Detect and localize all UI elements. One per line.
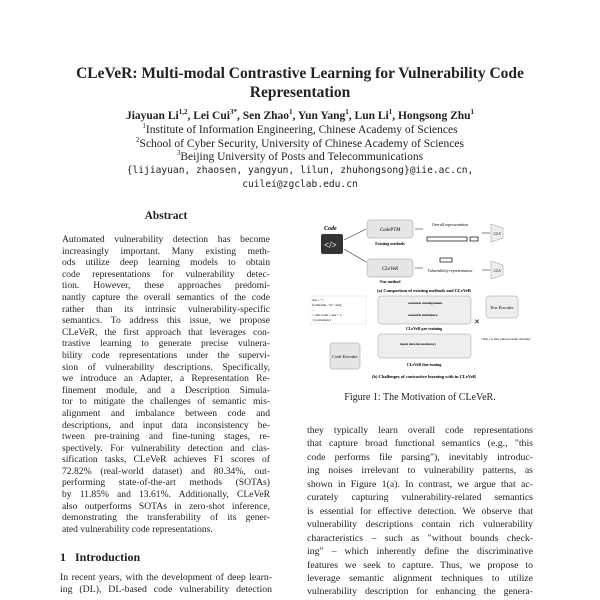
cls-label: CLS — [493, 231, 501, 236]
email: cuilei@zgclab.edu.cn — [242, 179, 358, 190]
overall-rep-label: Overall representation — [431, 222, 469, 227]
text-line: is essential for effective detection. We observe that — [307, 505, 533, 517]
text-line: ing" – which inherently define the discriminative — [307, 546, 533, 558]
author-sup: 1 — [388, 108, 393, 116]
text-line: ing noises irrelevant to vulnerability patterns, as — [307, 465, 533, 477]
text-line: descriptions, and input data inconsistency be- — [62, 419, 270, 431]
text-line: CLeVeR, the first approach that leverages con- — [62, 326, 270, 338]
clever-label: CLeVeR — [381, 267, 399, 272]
intro-body — [60, 572, 272, 596]
text-line: ated vulnerability code representations. — [62, 523, 213, 535]
aff-text: School of Cyber Security, University of Chinese Academy of Sciences — [139, 137, 464, 150]
email: {lijiayuan, zhaosen, yangyun, lilun, zhuhongsong}@iie.ac.cn, — [126, 165, 474, 176]
codeptm-label: CodePTM — [379, 228, 401, 233]
affiliation — [40, 149, 560, 163]
input-inconsistency-label: input data inconsistency — [400, 342, 437, 346]
text-line: ing (DL), DL-based code vulnerability detection — [60, 584, 272, 595]
finetune-label: CLeVeR fine-tuning — [406, 362, 442, 367]
subcaption-b: (b) Challenges of contrastive learning with in CLeVeR — [372, 374, 476, 379]
text-line: increasingly important. Many existing meth- — [62, 245, 270, 257]
our-method-label: Our method — [379, 279, 401, 284]
cls-label: CLS — [493, 268, 501, 273]
title-line: Representation — [249, 84, 351, 101]
text-line: trastive learning to generate precise vulnera- — [62, 338, 270, 350]
author-name: Hongsong Zhu — [397, 109, 471, 122]
text-line: performing state-of-the-art methods (SOTAs) — [62, 477, 270, 489]
text-line: In recent years, with the development of deep learn- — [60, 572, 272, 583]
author-name: Sen Zhao — [242, 109, 290, 122]
snippet-line: data = ""; — [312, 298, 324, 302]
cross-icon: ✕ — [474, 318, 480, 326]
code-encoder-label: Code Encoder — [332, 354, 358, 359]
text-line: ods utilize deep learning models to obtain — [62, 257, 270, 269]
text-line: tween pre-training and fine-tuning stages, re- — [62, 431, 270, 443]
text-line: characteristics – such as "without bounds check- — [307, 532, 533, 544]
text-line: also outperforms SOTAs in zero-shot inference, — [62, 500, 270, 512]
title-line: CLeVeR: Multi-modal Contrastive Learning for Vulnerability Code — [76, 65, 524, 82]
author-name: Lei Cui — [193, 109, 230, 122]
affiliation — [40, 136, 560, 150]
text-line: tion. However, these approaches predomi- — [62, 280, 270, 292]
author-name: Lun Li — [354, 109, 389, 122]
text-line: leverage semantic alignment techniques to utilize — [307, 572, 533, 584]
text-encoder-label: Text Encoder — [490, 305, 514, 310]
vuln-rep-label: Vulnerability representation — [427, 268, 473, 273]
snippet-line: // (problematic) — [312, 318, 331, 322]
aff-sup: 3 — [176, 149, 181, 157]
text-line: tor to mitigate the challenges of semantic mis- — [62, 396, 270, 408]
text-line: code representations for vulnerability detec- — [62, 268, 270, 280]
description-quote: "adds 1 to data without bounds checking" — [481, 337, 531, 341]
abstract-heading: Abstract — [144, 210, 188, 222]
author-sup: 1 — [470, 108, 475, 116]
author-sup: 3* — [229, 108, 237, 116]
text-line: spectively. For vulnerability detection and clas- — [62, 442, 270, 454]
text-line: Automated vulnerability detection has become — [62, 234, 270, 245]
text-line: finement module, and a Description Simula- — [62, 384, 270, 396]
text-line: 72.82% (real-world dataset) and 80.34%, out- — [62, 465, 270, 477]
text-line: semantics. To address this issue, we propose — [62, 315, 270, 327]
text-line: we introduce an Adapter, a Representation Re- — [62, 373, 270, 385]
text-line: demonstrating the transferability of its gener- — [62, 512, 270, 524]
text-line: that capture broad functional semantics (e.g., "this — [307, 438, 533, 450]
text-line: sion of vulnerability descriptions. Specifically, — [62, 361, 270, 373]
existing-methods-label: Existing methods — [375, 241, 405, 246]
affiliation — [40, 122, 560, 136]
aff-sup: 1 — [142, 122, 146, 130]
text-line: curately capturing vulnerability-related semantics — [307, 492, 533, 504]
paper-title — [40, 64, 560, 102]
author-list: Jiayuan Li$^{1,2}$, Lei Cui$^{3*}$, Sen Zhao$^1$, Yun Yang$^1$, Lun Li$^1$, Hongsong Zhu$^1$ — [125, 108, 475, 122]
text-line: nantly capture the overall semantics of the code — [62, 291, 270, 303]
text-line: sification tasks, CLeVeR achieves F1 scores of — [62, 454, 270, 466]
right-column-body — [307, 424, 533, 599]
text-line: vulnerability descriptions contain rich vulnerability — [307, 519, 533, 531]
text-line: vulnerability description for enhancing the genera- — [307, 586, 533, 598]
section-heading: 1 Introduction — [60, 550, 141, 564]
snippet-line: // other result = data + 1; — [312, 313, 342, 317]
semantic-misalignment-label: semantic misalignment — [408, 301, 443, 305]
pretrain-label: CLeVeR pre-training — [405, 326, 443, 331]
text-line: they typically learn overall code representations — [307, 425, 533, 436]
text-line: features we seek to capture. Thus, we propose to — [307, 559, 533, 571]
author-name: Jiayuan Li — [125, 109, 179, 122]
text-line: alignment and imbalance between code and — [62, 407, 270, 419]
fig-code-label: Code — [324, 226, 337, 232]
figure-1 — [310, 212, 538, 387]
text-line: rather than its intrinsic vulnerability-specific — [62, 303, 270, 315]
code-icon-glyph: </> — [324, 240, 337, 250]
snippet-line: ... — [312, 308, 315, 312]
snippet-line: fscanf(stdin, "%s", data); — [312, 303, 343, 307]
text-line: code performs file parsing"), inevitably introduc- — [307, 451, 533, 463]
subcaption-a: (a) Comparison of existing methods and CLeVeR — [376, 288, 472, 293]
author-sup: 1,2 — [178, 108, 188, 116]
text-line: bility code representations under the supervi- — [62, 349, 270, 361]
aff-text: Beijing University of Posts and Telecommunications — [180, 150, 424, 163]
text-line: shown in Figure 1(a). In contrast, we argue that ac- — [307, 478, 533, 490]
author-sup: 1 — [345, 108, 349, 116]
author-sup: 1 — [289, 108, 293, 116]
aff-sup: 2 — [136, 136, 140, 144]
aff-text: Institute of Information Engineering, Chinese Academy of Sciences — [145, 123, 458, 136]
abstract-body — [62, 234, 270, 535]
figure-caption: Figure 1: The Motivation of CLeVeR. — [344, 392, 496, 403]
text-line: by 11.85% and 13.61%. Additionally, CLeVeR — [62, 489, 270, 501]
semantic-imbalance-label: semantic imbalance — [408, 313, 438, 317]
author-name: Yun Yang — [297, 109, 346, 122]
